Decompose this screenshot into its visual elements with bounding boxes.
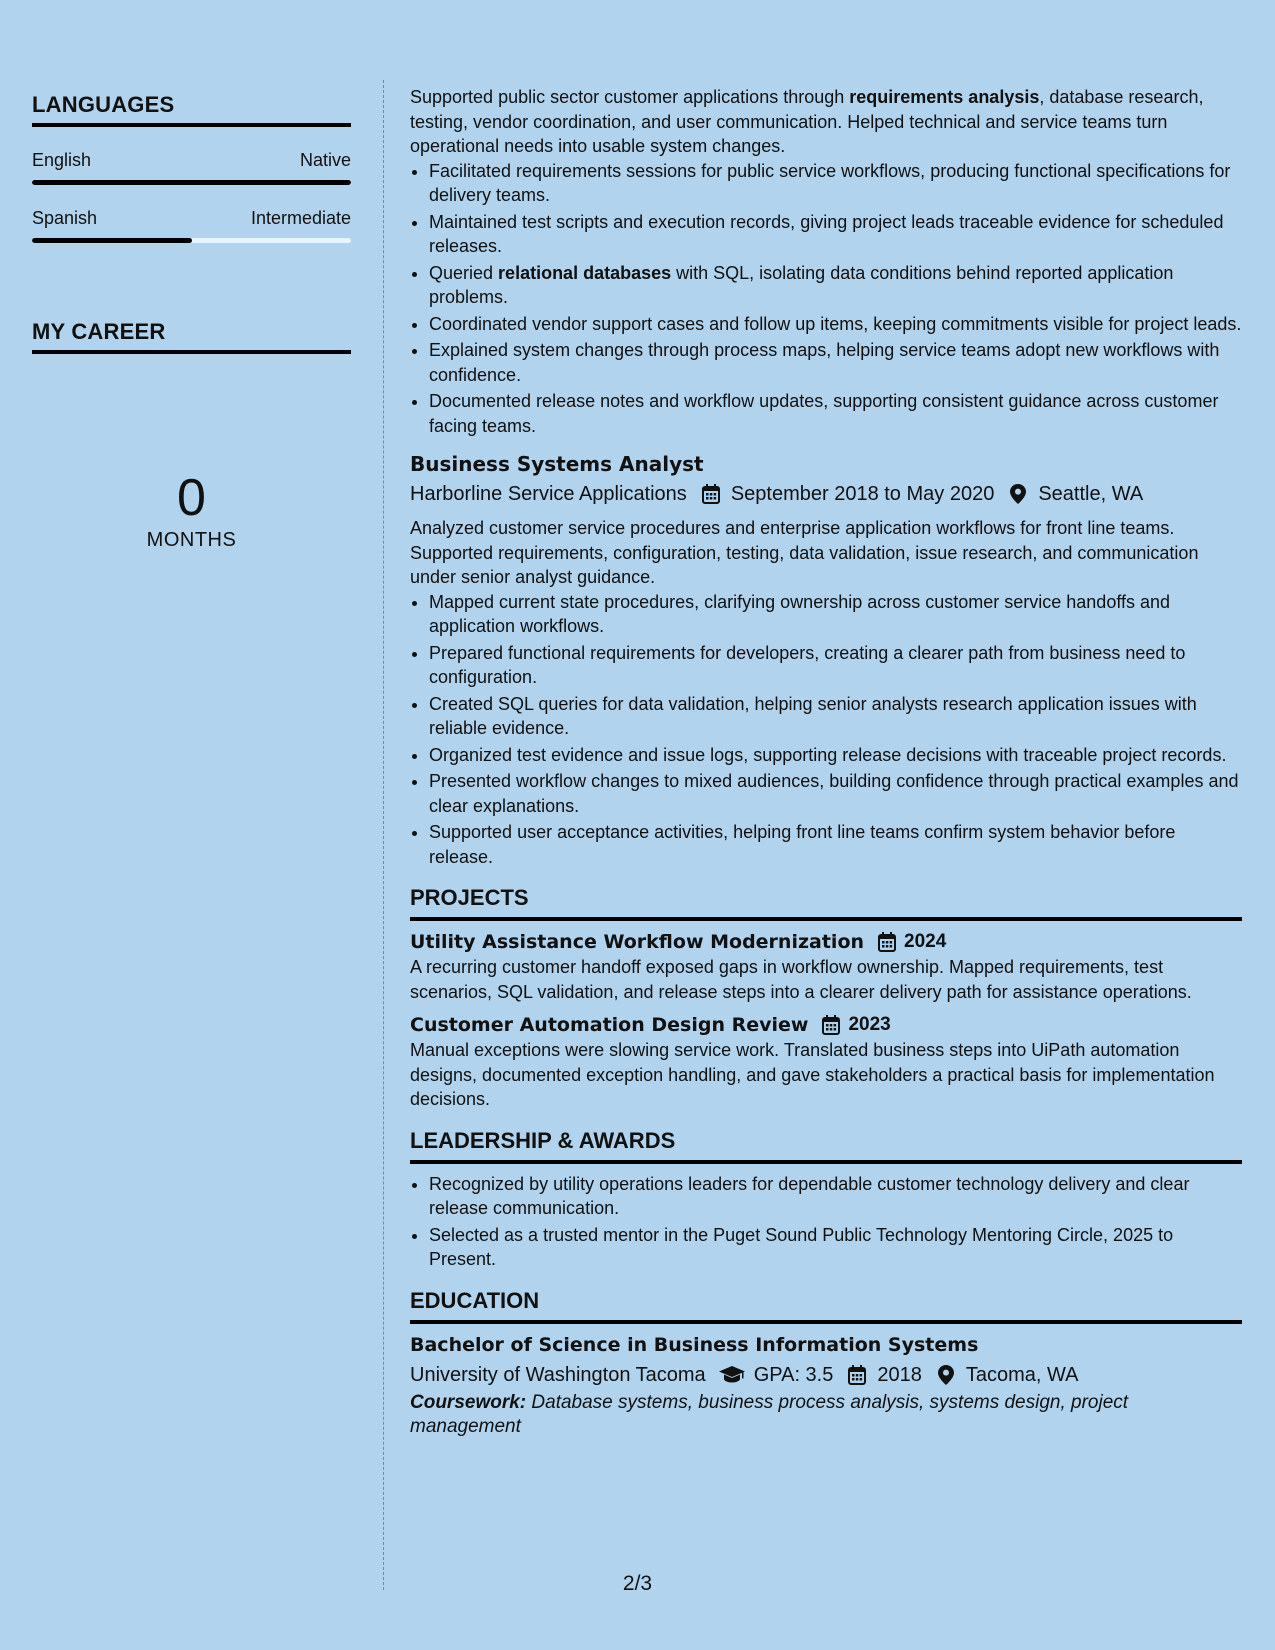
projects-heading: PROJECTS [410, 885, 1242, 921]
project-description: Manual exceptions were slowing service work. Translated business steps into UiPath automation designs, documented exception handling, and gave stakeholders a practical basis for implementation decisions. [410, 1040, 1215, 1109]
list-item: • Presented workflow changes to mixed audiences, building confidence through practical examples and clear explanations. [429, 769, 1242, 818]
school-location: Tacoma, WA [965, 1363, 1079, 1386]
left-column [32, 92, 351, 552]
list-item: • Created SQL queries for data validation, helping senior analysts research application issues with reliable evidence. [429, 692, 1242, 741]
degree-title: Bachelor of Science in Business Information Systems [410, 1333, 979, 1356]
project-description: A recurring customer handoff exposed gaps in workflow ownership. Mapped requirements, test scenarios, SQL validation, and release steps into a clearer delivery path for assistance operations. [410, 957, 1192, 1002]
location-pin-icon [1007, 483, 1029, 505]
list-item: • Queried relational databases with SQL, isolating data conditions behind reported application problems. [429, 261, 1242, 310]
company-name: Harborline Service Applications [410, 483, 687, 505]
education-heading: EDUCATION [410, 1288, 1242, 1324]
language-item-english [32, 149, 351, 185]
location-pin-icon [935, 1364, 957, 1386]
awards-heading: LEADERSHIP & AWARDS [410, 1128, 1242, 1164]
project-year: 2024 [904, 931, 947, 952]
language-name: English [32, 150, 92, 170]
list-item: • Prepared functional requirements for developers, creating a clearer path from business need to configuration. [429, 641, 1242, 690]
list-item: • Explained system changes through process maps, helping service teams adopt new workflows with confidence. [429, 338, 1242, 387]
career-duration-number: 0 [177, 469, 206, 527]
list-item: • Mapped current state procedures, clarifying ownership across customer service handoffs and application workflows. [429, 590, 1242, 639]
previous-job-bullets [410, 159, 1242, 439]
calendar-icon [820, 1014, 842, 1036]
language-item-spanish [32, 207, 351, 243]
gpa: GPA: 3.5 [753, 1363, 834, 1386]
language-level: Intermediate [250, 208, 351, 228]
list-item: • Supported user acceptance activities, helping front line teams confirm system behavior before release. [429, 820, 1242, 869]
right-column [410, 85, 1242, 1439]
calendar-icon [846, 1364, 868, 1386]
job-location: Seattle, WA [1038, 483, 1144, 505]
language-level: Native [299, 150, 351, 170]
column-divider [383, 80, 384, 1590]
list-item: • Facilitated requirements sessions for public service workflows, producing functional specifications for delivery teams. [429, 159, 1242, 208]
project-name: Utility Assistance Workflow Modernization [410, 931, 865, 953]
job-title: Business Systems Analyst [410, 452, 704, 476]
calendar-icon [876, 931, 898, 953]
language-proficiency-bar [32, 238, 351, 243]
calendar-icon [700, 483, 722, 505]
education-meta [410, 1361, 1242, 1389]
coursework-label: Coursework: [410, 1391, 527, 1413]
language-name: Spanish [32, 208, 98, 228]
awards-list [410, 1172, 1242, 1272]
project-item [410, 1012, 1242, 1112]
project-name: Customer Automation Design Review [410, 1014, 809, 1036]
list-item: • Coordinated vendor support cases and follow up items, keeping commitments visible for project leads. [429, 312, 1242, 337]
graduation-cap-icon [719, 1364, 745, 1386]
list-item: • Organized test evidence and issue logs, supporting release decisions with traceable project records. [429, 743, 1242, 768]
project-item [410, 929, 1242, 1004]
career-duration [32, 469, 351, 552]
languages-heading: LANGUAGES [32, 92, 351, 127]
job-meta [410, 480, 1242, 508]
coursework [410, 1391, 1242, 1439]
graduation-year: 2018 [877, 1363, 922, 1386]
project-year: 2023 [848, 1014, 891, 1035]
list-item: • Selected as a trusted mentor in the Puget Sound Public Technology Mentoring Circle, 2025 to Present. [429, 1223, 1242, 1272]
career-section [32, 319, 351, 552]
page-number: 2/3 [622, 1572, 653, 1595]
job-summary: Analyzed customer service procedures and enterprise application workflows for front line teams. Supported requirements, configuration, testing, data validation, issue research, and communication under senior analyst guidance. [410, 518, 1199, 587]
list-item: • Recognized by utility operations leaders for dependable customer technology delivery and clear release communication. [429, 1172, 1242, 1221]
job-dates: September 2018 to May 2020 [730, 483, 995, 505]
school-name: University of Washington Tacoma [410, 1363, 706, 1386]
job-bullets [410, 590, 1242, 870]
language-proficiency-fill [32, 180, 351, 185]
language-proficiency-fill [32, 238, 192, 243]
list-item: • Maintained test scripts and execution records, giving project leads traceable evidence for scheduled releases. [429, 210, 1242, 259]
language-proficiency-bar [32, 180, 351, 185]
coursework-text: Database systems, business process analysis, systems design, project management [410, 1391, 1129, 1437]
career-heading: MY CAREER [32, 319, 351, 354]
list-item: • Documented release notes and workflow updates, supporting consistent guidance across customer facing teams. [429, 389, 1242, 438]
previous-job-summary: Supported public sector customer applications through requirements analysis, database research, testing, vendor coordination, and user communication. Helped technical and service teams turn operational needs into usable system changes. [410, 87, 1204, 156]
career-duration-unit: MONTHS [146, 529, 237, 551]
